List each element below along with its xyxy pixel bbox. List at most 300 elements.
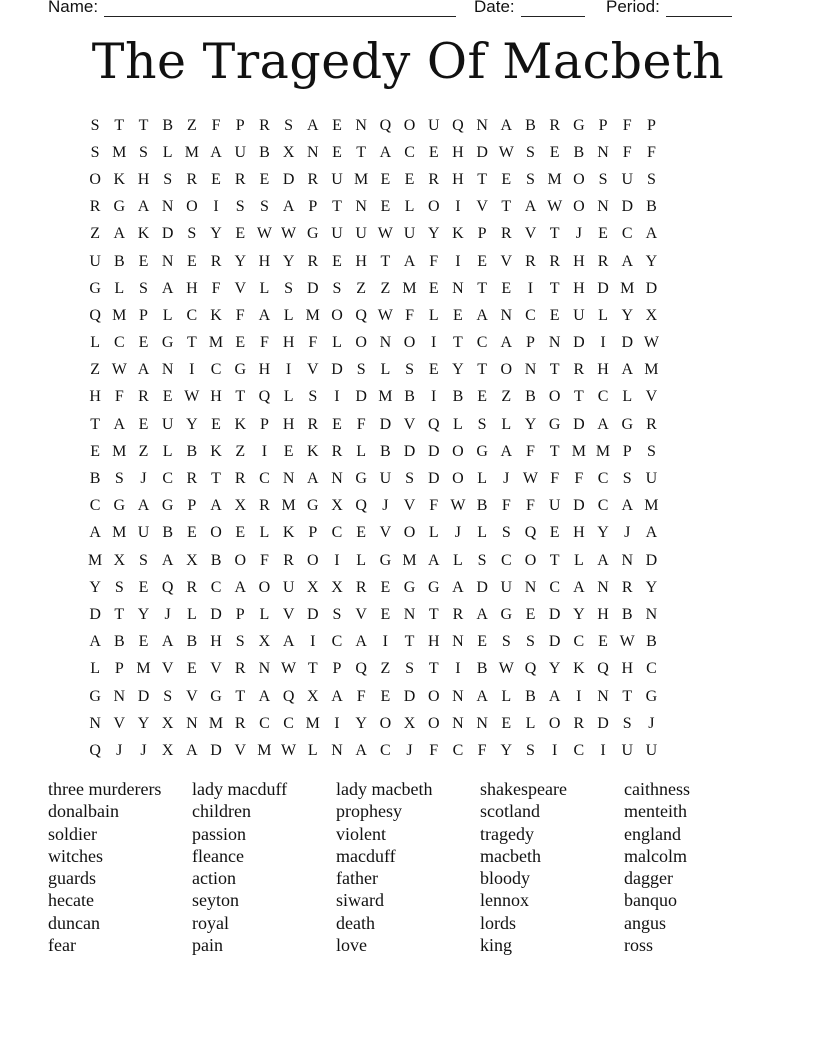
grid-letter[interactable]: E <box>162 388 173 406</box>
grid-letter[interactable]: A <box>186 741 198 759</box>
grid-letter[interactable]: V <box>403 415 416 433</box>
grid-letter[interactable]: S <box>477 551 487 569</box>
grid-letter[interactable]: F <box>405 306 414 324</box>
grid-letter[interactable]: S <box>646 442 656 460</box>
grid-letter[interactable]: O <box>258 578 271 596</box>
grid-letter[interactable]: D <box>379 415 392 433</box>
grid-letter[interactable]: V <box>234 279 246 297</box>
grid-letter[interactable]: U <box>331 170 343 188</box>
grid-letter[interactable]: U <box>427 116 440 134</box>
grid-letter[interactable]: G <box>161 497 174 515</box>
grid-letter[interactable]: T <box>114 605 125 623</box>
grid-letter[interactable]: Y <box>355 714 367 732</box>
grid-letter[interactable]: W <box>281 225 297 243</box>
grid-letter[interactable]: X <box>331 497 343 515</box>
grid-letter[interactable]: V <box>500 252 513 270</box>
grid-letter[interactable]: P <box>308 524 318 542</box>
grid-letter[interactable]: N <box>597 198 609 216</box>
grid-letter[interactable]: U <box>645 470 658 488</box>
grid-letter[interactable]: E <box>598 225 608 243</box>
grid-letter[interactable]: R <box>428 170 440 188</box>
grid-letter[interactable]: M <box>644 497 659 515</box>
grid-letter[interactable]: Q <box>427 415 440 433</box>
grid-letter[interactable]: D <box>597 279 609 297</box>
grid-letter[interactable]: C <box>404 143 415 161</box>
grid-letter[interactable]: A <box>524 198 537 216</box>
grid-letter[interactable]: D <box>573 334 585 352</box>
grid-letter[interactable]: G <box>621 415 633 433</box>
grid-letter[interactable]: H <box>89 388 101 406</box>
grid-letter[interactable]: P <box>477 225 487 243</box>
grid-letter[interactable]: R <box>355 578 367 596</box>
grid-letter[interactable]: E <box>428 279 439 297</box>
grid-letter[interactable]: C <box>525 306 536 324</box>
grid-letter[interactable]: T <box>138 116 149 134</box>
grid-letter[interactable]: M <box>402 551 417 569</box>
grid-letter[interactable]: J <box>382 497 389 515</box>
grid-letter[interactable]: X <box>645 306 658 324</box>
grid-letter[interactable]: T <box>307 660 318 678</box>
grid-letter[interactable]: V <box>307 361 319 379</box>
grid-letter[interactable]: H <box>452 143 464 161</box>
grid-letter[interactable]: D <box>355 388 367 406</box>
grid-letter[interactable]: E <box>235 225 246 243</box>
grid-letter[interactable]: E <box>380 170 391 188</box>
grid-letter[interactable]: U <box>621 741 633 759</box>
grid-letter[interactable]: N <box>113 687 126 705</box>
grid-letter[interactable]: L <box>307 741 318 759</box>
grid-letter[interactable]: Y <box>524 415 537 433</box>
grid-letter[interactable]: O <box>403 116 416 134</box>
grid-letter[interactable]: O <box>427 714 440 732</box>
grid-letter[interactable]: A <box>573 578 585 596</box>
grid-letter[interactable]: J <box>140 741 147 759</box>
grid-letter[interactable]: U <box>234 143 246 161</box>
grid-letter[interactable]: S <box>622 714 632 732</box>
grid-letter[interactable]: I <box>527 279 534 297</box>
grid-letter[interactable]: S <box>356 361 366 379</box>
grid-letter[interactable]: D <box>282 170 295 188</box>
grid-letter[interactable]: G <box>113 198 126 216</box>
grid-letter[interactable]: N <box>597 143 609 161</box>
grid-letter[interactable]: A <box>597 551 609 569</box>
grid-letter[interactable]: R <box>307 252 319 270</box>
grid-letter[interactable]: Z <box>138 442 149 460</box>
grid-letter[interactable]: L <box>453 415 463 433</box>
grid-letter[interactable]: D <box>621 334 633 352</box>
grid-letter[interactable]: Y <box>548 660 561 678</box>
grid-letter[interactable]: D <box>645 279 658 297</box>
grid-letter[interactable]: E <box>453 306 463 324</box>
grid-letter[interactable]: M <box>378 388 393 406</box>
grid-letter[interactable]: L <box>525 714 536 732</box>
grid-letter[interactable]: H <box>597 605 609 623</box>
grid-letter[interactable]: L <box>622 388 633 406</box>
grid-letter[interactable]: L <box>404 198 415 216</box>
grid-letter[interactable]: F <box>622 143 632 161</box>
grid-letter[interactable]: L <box>453 551 463 569</box>
grid-letter[interactable]: B <box>476 497 488 515</box>
grid-letter[interactable]: W <box>498 143 514 161</box>
grid-letter[interactable]: P <box>526 334 535 352</box>
grid-letter[interactable]: D <box>645 551 658 569</box>
grid-letter[interactable]: T <box>235 388 246 406</box>
grid-letter[interactable]: I <box>334 714 340 732</box>
grid-letter[interactable]: S <box>405 660 414 678</box>
grid-letter[interactable]: A <box>161 279 174 297</box>
grid-letter[interactable]: K <box>282 524 295 542</box>
grid-letter[interactable]: L <box>186 605 197 623</box>
name-field[interactable] <box>48 0 456 17</box>
grid-letter[interactable]: C <box>597 497 609 515</box>
grid-letter[interactable]: S <box>139 143 148 161</box>
grid-letter[interactable]: C <box>500 551 512 569</box>
grid-letter[interactable]: H <box>573 252 585 270</box>
grid-letter[interactable]: C <box>380 741 391 759</box>
grid-letter[interactable]: R <box>525 252 536 270</box>
grid-letter[interactable]: J <box>406 741 413 759</box>
grid-letter[interactable]: A <box>621 497 633 515</box>
grid-letter[interactable]: E <box>186 524 197 542</box>
grid-letter[interactable]: I <box>213 198 219 216</box>
grid-letter[interactable]: C <box>283 714 294 732</box>
grid-letter[interactable]: W <box>184 388 200 406</box>
grid-letter[interactable]: G <box>113 497 126 515</box>
grid-letter[interactable]: S <box>90 116 100 134</box>
grid-letter[interactable]: Y <box>597 524 609 542</box>
grid-letter[interactable]: L <box>162 442 173 460</box>
grid-letter[interactable]: I <box>285 361 292 379</box>
grid-letter[interactable]: P <box>187 497 197 515</box>
grid-letter[interactable]: A <box>113 415 126 433</box>
grid-letter[interactable]: O <box>548 714 561 732</box>
grid-letter[interactable]: Z <box>380 279 391 297</box>
grid-letter[interactable]: M <box>112 524 127 542</box>
grid-letter[interactable]: H <box>258 361 271 379</box>
grid-letter[interactable]: B <box>525 687 536 705</box>
grid-letter[interactable]: I <box>334 388 340 406</box>
grid-letter[interactable]: Z <box>380 660 391 678</box>
grid-letter[interactable]: H <box>427 633 440 651</box>
grid-letter[interactable]: Q <box>355 660 367 678</box>
grid-letter[interactable]: D <box>573 497 585 515</box>
grid-letter[interactable]: O <box>89 170 101 188</box>
grid-letter[interactable]: J <box>454 524 462 542</box>
grid-letter[interactable]: H <box>355 252 367 270</box>
grid-letter[interactable]: S <box>163 170 173 188</box>
grid-letter[interactable]: C <box>331 524 343 542</box>
grid-letter[interactable]: M <box>257 741 272 759</box>
grid-letter[interactable]: E <box>332 252 342 270</box>
grid-letter[interactable]: R <box>234 660 246 678</box>
grid-letter[interactable]: K <box>113 170 126 188</box>
grid-letter[interactable]: H <box>452 170 464 188</box>
grid-letter[interactable]: S <box>526 633 535 651</box>
grid-letter[interactable]: Y <box>89 578 101 596</box>
grid-letter[interactable]: G <box>548 415 561 433</box>
grid-letter[interactable]: R <box>452 605 464 623</box>
grid-letter[interactable]: S <box>501 524 511 542</box>
grid-letter[interactable]: A <box>403 252 416 270</box>
grid-letter[interactable]: S <box>622 470 632 488</box>
grid-letter[interactable]: N <box>161 361 174 379</box>
grid-letter[interactable]: F <box>259 551 269 569</box>
grid-letter[interactable]: O <box>403 334 416 352</box>
grid-letter[interactable]: A <box>548 687 561 705</box>
grid-letter[interactable]: M <box>547 170 562 188</box>
grid-letter[interactable]: D <box>307 605 319 623</box>
grid-letter[interactable]: Y <box>645 578 658 596</box>
grid-letter[interactable]: V <box>234 741 246 759</box>
grid-letter[interactable]: H <box>573 279 585 297</box>
grid-letter[interactable]: A <box>355 741 367 759</box>
grid-letter[interactable]: Q <box>161 578 174 596</box>
grid-letter[interactable]: L <box>259 524 270 542</box>
grid-letter[interactable]: M <box>595 442 611 460</box>
grid-letter[interactable]: O <box>427 687 440 705</box>
grid-letter[interactable]: H <box>621 660 633 678</box>
grid-letter[interactable]: B <box>113 633 125 651</box>
grid-letter[interactable]: F <box>235 306 245 324</box>
grid-letter[interactable]: Y <box>137 714 150 732</box>
grid-letter[interactable]: L <box>356 551 367 569</box>
grid-letter[interactable]: I <box>310 633 316 651</box>
grid-letter[interactable]: Y <box>137 605 150 623</box>
grid-letter[interactable]: B <box>452 388 464 406</box>
grid-letter[interactable]: V <box>645 388 658 406</box>
grid-letter[interactable]: E <box>404 170 415 188</box>
grid-letter[interactable]: I <box>600 741 606 759</box>
grid-letter[interactable]: R <box>597 252 609 270</box>
grid-letter[interactable]: U <box>282 578 295 596</box>
grid-letter[interactable]: O <box>379 714 392 732</box>
grid-letter[interactable]: E <box>332 143 342 161</box>
grid-letter[interactable]: C <box>597 388 609 406</box>
grid-letter[interactable]: E <box>525 605 536 623</box>
grid-letter[interactable]: H <box>597 361 609 379</box>
grid-letter[interactable]: Q <box>89 741 101 759</box>
grid-letter[interactable]: D <box>210 741 222 759</box>
grid-letter[interactable]: H <box>282 415 295 433</box>
grid-letter[interactable]: A <box>476 605 488 623</box>
grid-letter[interactable]: D <box>476 143 488 161</box>
grid-letter[interactable]: D <box>476 578 488 596</box>
grid-letter[interactable]: M <box>620 279 635 297</box>
grid-letter[interactable]: A <box>500 116 513 134</box>
grid-letter[interactable]: S <box>501 633 511 651</box>
grid-letter[interactable]: Z <box>90 361 100 379</box>
grid-letter[interactable]: R <box>138 388 149 406</box>
grid-letter[interactable]: B <box>259 143 270 161</box>
grid-letter[interactable]: S <box>284 279 294 297</box>
grid-letter[interactable]: F <box>429 497 439 515</box>
grid-letter[interactable]: A <box>282 198 295 216</box>
grid-letter[interactable]: G <box>476 442 488 460</box>
grid-letter[interactable]: R <box>186 170 198 188</box>
grid-letter[interactable]: A <box>307 116 319 134</box>
grid-letter[interactable]: S <box>526 143 535 161</box>
grid-letter[interactable]: O <box>234 551 246 569</box>
grid-letter[interactable]: I <box>576 687 582 705</box>
grid-letter[interactable]: G <box>210 687 222 705</box>
grid-letter[interactable]: N <box>524 361 537 379</box>
grid-letter[interactable]: N <box>355 116 367 134</box>
grid-letter[interactable]: C <box>331 633 343 651</box>
grid-letter[interactable]: E <box>380 687 391 705</box>
grid-letter[interactable]: Z <box>186 116 197 134</box>
grid-letter[interactable]: X <box>307 687 319 705</box>
grid-letter[interactable]: J <box>575 225 582 243</box>
grid-letter[interactable]: O <box>573 198 585 216</box>
grid-letter[interactable]: X <box>161 714 174 732</box>
grid-letter[interactable]: G <box>89 687 101 705</box>
grid-letter[interactable]: W <box>111 361 127 379</box>
grid-letter[interactable]: L <box>283 306 294 324</box>
grid-letter[interactable]: J <box>624 524 631 542</box>
grid-letter[interactable]: S <box>259 198 269 216</box>
date-blank[interactable] <box>521 2 585 17</box>
grid-letter[interactable]: T <box>501 198 512 216</box>
grid-letter[interactable]: V <box>524 225 537 243</box>
grid-letter[interactable]: V <box>186 687 198 705</box>
grid-letter[interactable]: U <box>355 225 367 243</box>
grid-letter[interactable]: N <box>597 578 609 596</box>
grid-letter[interactable]: G <box>161 334 174 352</box>
grid-letter[interactable]: O <box>186 198 198 216</box>
grid-letter[interactable]: E <box>332 415 342 433</box>
grid-letter[interactable]: D <box>427 470 440 488</box>
grid-letter[interactable]: C <box>597 470 609 488</box>
grid-letter[interactable]: B <box>113 252 125 270</box>
grid-letter[interactable]: O <box>427 198 440 216</box>
grid-letter[interactable]: U <box>331 225 343 243</box>
grid-letter[interactable]: C <box>476 334 488 352</box>
grid-letter[interactable]: O <box>331 306 343 324</box>
grid-letter[interactable]: K <box>307 442 319 460</box>
grid-letter[interactable]: E <box>380 578 391 596</box>
grid-letter[interactable]: A <box>258 306 271 324</box>
grid-letter[interactable]: R <box>259 116 270 134</box>
grid-letter[interactable]: N <box>331 741 343 759</box>
grid-letter[interactable]: D <box>210 605 222 623</box>
grid-letter[interactable]: O <box>452 442 464 460</box>
grid-letter[interactable]: A <box>621 361 633 379</box>
grid-letter[interactable]: N <box>476 714 488 732</box>
grid-letter[interactable]: W <box>643 334 659 352</box>
grid-letter[interactable]: Y <box>234 252 246 270</box>
grid-letter[interactable]: T <box>549 225 560 243</box>
grid-letter[interactable]: N <box>355 198 367 216</box>
grid-letter[interactable]: R <box>210 252 222 270</box>
grid-letter[interactable]: V <box>210 660 222 678</box>
grid-letter[interactable]: M <box>644 361 659 379</box>
grid-letter[interactable]: R <box>283 551 294 569</box>
grid-letter[interactable]: E <box>138 334 149 352</box>
grid-letter[interactable]: A <box>89 524 101 542</box>
grid-letter[interactable]: M <box>208 714 224 732</box>
grid-letter[interactable]: H <box>210 633 222 651</box>
grid-letter[interactable]: P <box>259 415 269 433</box>
grid-letter[interactable]: F <box>211 279 221 297</box>
grid-letter[interactable]: S <box>598 170 608 188</box>
grid-letter[interactable]: E <box>380 198 391 216</box>
grid-letter[interactable]: A <box>137 198 150 216</box>
grid-letter[interactable]: C <box>573 741 585 759</box>
grid-letter[interactable]: P <box>598 116 608 134</box>
grid-letter[interactable]: L <box>428 524 439 542</box>
grid-letter[interactable]: M <box>136 660 151 678</box>
grid-letter[interactable]: X <box>258 633 271 651</box>
grid-letter[interactable]: T <box>332 198 342 216</box>
grid-letter[interactable]: I <box>431 334 437 352</box>
grid-letter[interactable]: B <box>646 198 657 216</box>
grid-letter[interactable]: D <box>403 442 416 460</box>
grid-letter[interactable]: U <box>500 578 513 596</box>
grid-letter[interactable]: X <box>113 551 126 569</box>
grid-letter[interactable]: B <box>525 388 536 406</box>
grid-letter[interactable]: D <box>89 605 101 623</box>
grid-letter[interactable]: T <box>549 551 560 569</box>
grid-letter[interactable]: H <box>137 170 150 188</box>
grid-letter[interactable]: I <box>431 388 437 406</box>
grid-letter[interactable]: B <box>525 116 536 134</box>
grid-letter[interactable]: T <box>477 170 487 188</box>
grid-letter[interactable]: F <box>526 442 535 460</box>
grid-letter[interactable]: C <box>573 633 585 651</box>
grid-letter[interactable]: G <box>234 361 246 379</box>
grid-letter[interactable]: A <box>89 633 101 651</box>
grid-letter[interactable]: P <box>139 306 148 324</box>
grid-letter[interactable]: W <box>377 225 393 243</box>
grid-letter[interactable]: Q <box>597 660 609 678</box>
grid-letter[interactable]: S <box>235 633 245 651</box>
grid-letter[interactable]: M <box>87 551 103 569</box>
grid-letter[interactable]: G <box>645 687 658 705</box>
grid-letter[interactable]: Z <box>356 279 367 297</box>
grid-letter[interactable]: Q <box>282 687 295 705</box>
grid-letter[interactable]: Z <box>90 225 100 243</box>
grid-letter[interactable]: V <box>379 524 392 542</box>
grid-letter[interactable]: A <box>161 551 174 569</box>
grid-letter[interactable]: E <box>332 116 342 134</box>
grid-letter[interactable]: A <box>476 306 488 324</box>
grid-letter[interactable]: E <box>138 415 149 433</box>
grid-letter[interactable]: N <box>452 633 464 651</box>
grid-letter[interactable]: U <box>548 497 561 515</box>
grid-letter[interactable]: W <box>281 741 297 759</box>
grid-letter[interactable]: E <box>477 388 487 406</box>
grid-letter[interactable]: J <box>503 470 510 488</box>
grid-letter[interactable]: A <box>597 415 609 433</box>
grid-letter[interactable]: F <box>259 334 269 352</box>
grid-letter[interactable]: N <box>331 470 343 488</box>
grid-letter[interactable]: E <box>598 633 608 651</box>
grid-letter[interactable]: T <box>549 279 560 297</box>
date-field[interactable] <box>474 0 585 17</box>
grid-letter[interactable]: D <box>548 605 561 623</box>
grid-letter[interactable]: P <box>308 198 318 216</box>
grid-letter[interactable]: U <box>645 741 658 759</box>
grid-letter[interactable]: S <box>114 578 124 596</box>
grid-letter[interactable]: S <box>405 470 414 488</box>
grid-letter[interactable]: E <box>380 605 391 623</box>
grid-letter[interactable]: L <box>380 361 391 379</box>
grid-letter[interactable]: E <box>501 170 512 188</box>
grid-letter[interactable]: E <box>428 143 439 161</box>
grid-letter[interactable]: S <box>477 415 487 433</box>
grid-letter[interactable]: D <box>403 687 416 705</box>
grid-letter[interactable]: R <box>500 225 512 243</box>
